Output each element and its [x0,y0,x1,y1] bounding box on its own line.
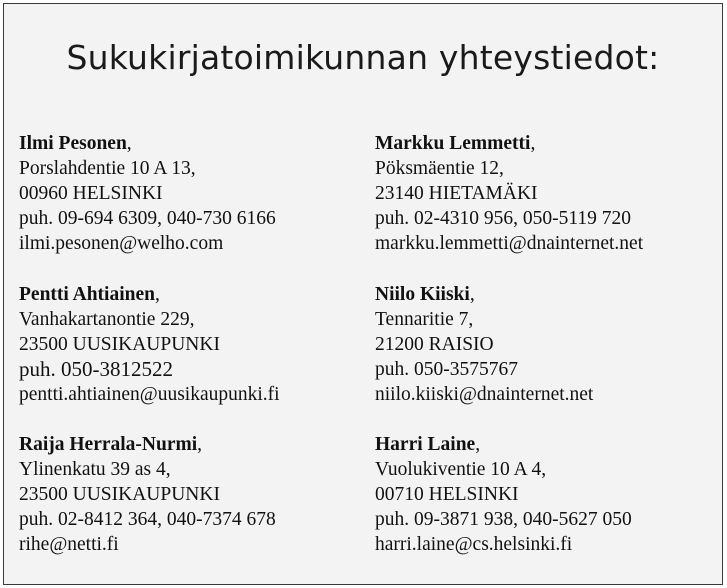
contact-name-line [19,282,364,307]
contact-name: Markku Lemmetti [375,133,531,154]
contact-email: pentti.ahtiainen@uusikaupunki.fi [19,384,280,405]
contact-city: 00960 HELSINKI [19,183,163,204]
contact-name: Harri Laine [375,434,476,455]
contact-card [3,3,723,585]
contact-city: 23140 HIETAMÄKI [375,183,538,204]
contact-street: Vanhakartanontie 229, [19,309,195,330]
contact-raija-herrala-nurmi [19,432,364,557]
contact-name: Raija Herrala-Nurmi [19,434,198,455]
contact-name-line [375,282,720,307]
contact-ilmi-pesonen [19,131,364,256]
contact-markku-lemmetti [375,131,720,256]
contact-phone: puh. 09-3871 938, 040-5627 050 [375,509,632,530]
contact-email: harri.laine@cs.helsinki.fi [375,534,573,555]
page-title: Sukukirjatoimikunnan yhteystiedot: [66,38,660,77]
contact-name-line [375,131,720,156]
contact-email: ilmi.pesonen@welho.com [19,233,224,254]
contact-phone: puh. 050-3575767 [375,359,518,380]
name-separator: , [469,284,475,305]
contact-pentti-ahtiainen [19,282,364,407]
contact-name-line [375,432,720,457]
contact-phone: puh. 02-4310 956, 050-5119 720 [375,208,632,229]
contact-email: markku.lemmetti@dnainternet.net [375,233,644,254]
name-separator: , [475,434,481,455]
contact-city: 00710 HELSINKI [375,484,519,505]
contact-niilo-kiiski [375,282,720,407]
contact-street: Ylinenkatu 39 as 4, [19,459,171,480]
contact-name: Niilo Kiiski [375,284,470,305]
name-separator: , [126,133,132,154]
contact-street: Vuolukiventie 10 A 4, [375,459,547,480]
contact-street: Pöksmäentie 12, [375,158,504,179]
name-separator: , [530,133,536,154]
contact-name-line [19,432,364,457]
contact-phone: puh. 02-8412 364, 040-7374 678 [19,509,276,530]
contact-harri-laine [375,432,720,557]
contact-phone: puh. 09-694 6309, 040-730 6166 [19,208,276,229]
name-separator: , [154,284,160,305]
contact-street: Tennaritie 7, [375,309,474,330]
contact-name-line [19,131,364,156]
contact-city: 21200 RAISIO [375,334,494,355]
contact-city: 23500 UUSIKAUPUNKI [19,484,220,505]
contact-email: niilo.kiiski@dnainternet.net [375,384,594,405]
contact-email: rihe@netti.fi [19,534,119,555]
contact-city: 23500 UUSIKAUPUNKI [19,334,220,355]
contact-street: Porslahdentie 10 A 13, [19,158,196,179]
name-separator: , [197,434,203,455]
contact-phone: puh. 050-3812522 [19,357,173,381]
contact-name: Ilmi Pesonen [19,133,127,154]
contact-name: Pentti Ahtiainen [19,284,155,305]
